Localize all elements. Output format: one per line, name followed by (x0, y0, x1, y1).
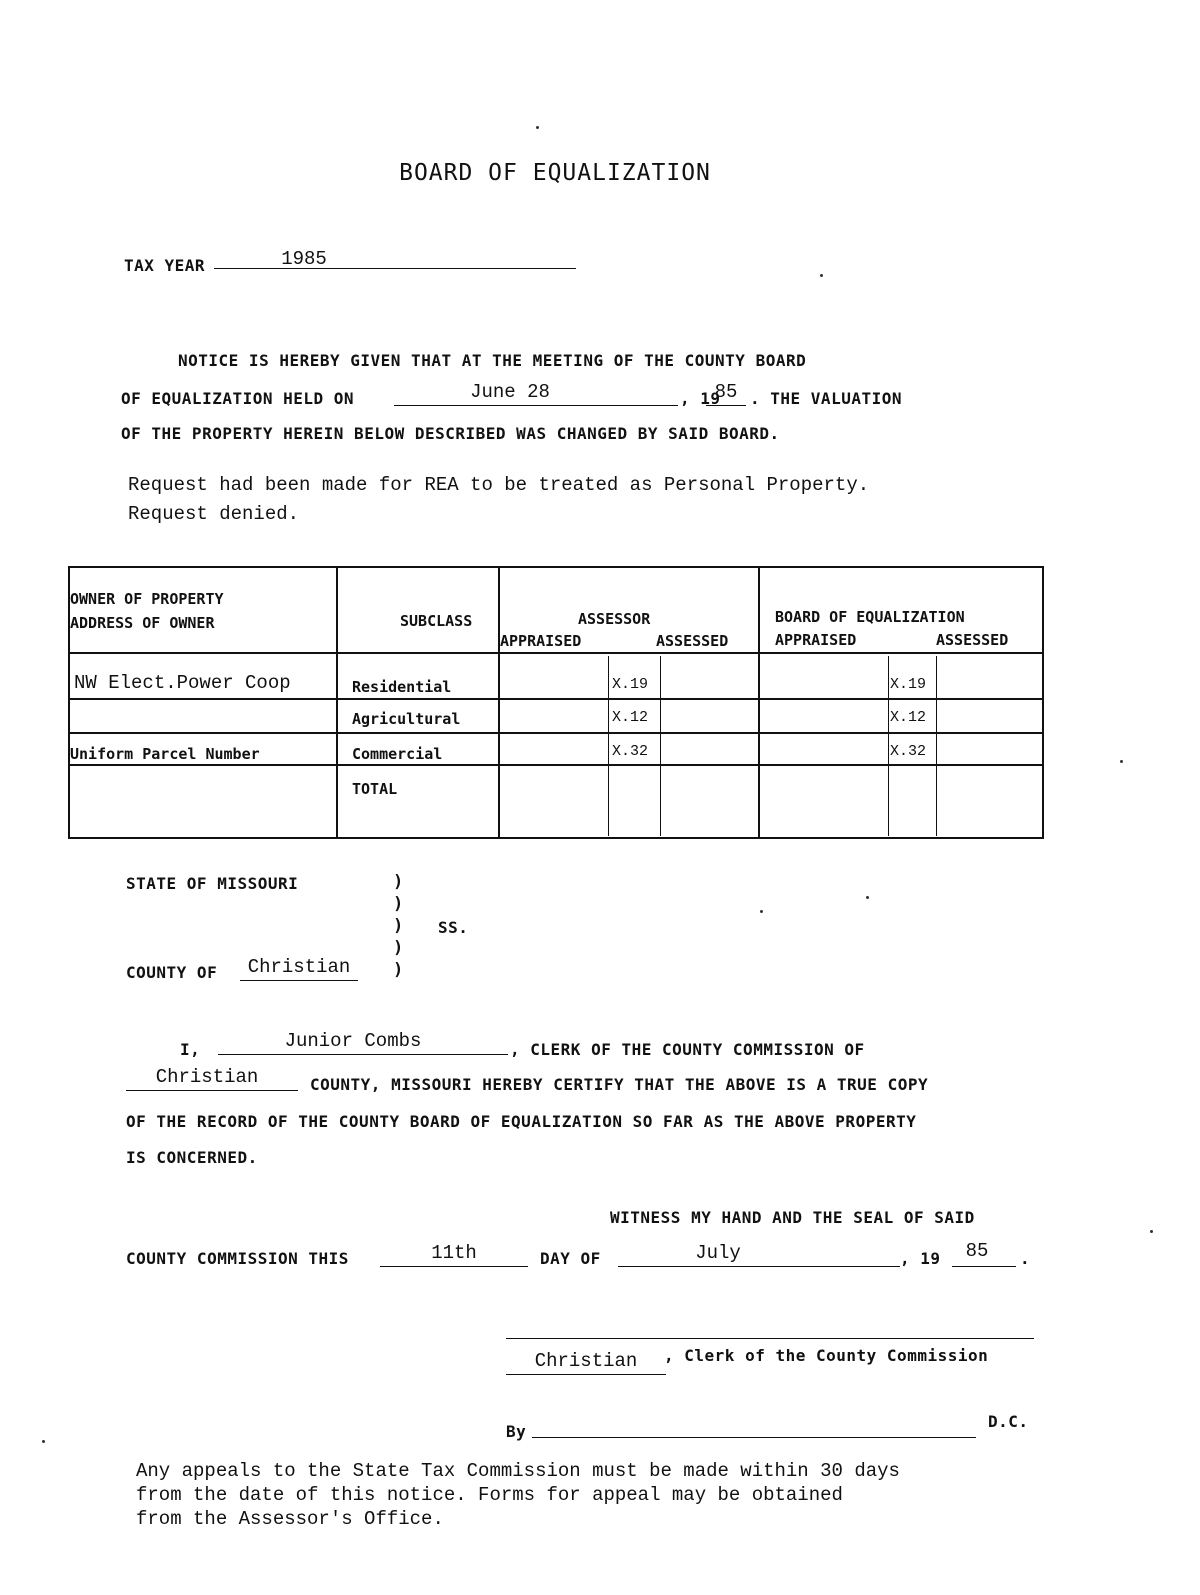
tax-year-label: TAX YEAR (124, 256, 206, 275)
meeting-year-underline (706, 405, 746, 406)
header-subclass: SUBCLASS (400, 612, 473, 630)
notice-line-1: NOTICE IS HEREBY GIVEN THAT AT THE MEETING OF THE COUNTY BOARD (178, 351, 807, 370)
day-underline (380, 1266, 528, 1267)
notice-line-2-suffix: . THE VALUATION (750, 389, 902, 408)
row-1-assessor-rate: X.19 (612, 676, 649, 693)
witness-line-1: WITNESS MY HAND AND THE SEAL OF SAID (610, 1208, 975, 1227)
county-value: Christian (247, 956, 351, 978)
scan-speck (866, 896, 869, 899)
footer-line-2: from the date of this notice. Forms for appeal may be obtained (136, 1484, 843, 1506)
bracket: ) (393, 938, 404, 958)
header-board-assessed: ASSESSED (936, 631, 1009, 649)
month-underline (618, 1266, 900, 1267)
ss-label: SS. (438, 918, 469, 937)
row-1-board-rate: X.19 (890, 676, 927, 693)
cert-line-4: IS CONCERNED. (126, 1148, 258, 1167)
state-label: STATE OF MISSOURI (126, 874, 299, 893)
scan-speck (536, 126, 539, 129)
dc-label: D.C. (988, 1412, 1029, 1431)
scan-speck (1120, 760, 1123, 763)
tax-year-value: 1985 (281, 248, 327, 270)
header-assessor-appraised: APPRAISED (500, 632, 582, 650)
notice-line-3: OF THE PROPERTY HEREIN BELOW DESCRIBED WAS CHANGED BY SAID BOARD. (121, 424, 780, 443)
county-underline (240, 980, 358, 981)
footer-line-1: Any appeals to the State Tax Commission must be made within 30 days (136, 1460, 900, 1482)
clerk-name-value: Junior Combs (284, 1030, 422, 1052)
header-board: BOARD OF EQUALIZATION (775, 608, 965, 626)
row-1-owner: NW Elect.Power Coop (74, 672, 291, 694)
row-3-owner: Uniform Parcel Number (70, 745, 260, 763)
day-of-label: DAY OF (540, 1249, 601, 1268)
county-label: COUNTY OF (126, 963, 218, 982)
document-title: BOARD OF EQUALIZATION (399, 160, 711, 186)
meeting-year-prefix: , 19 (680, 389, 721, 408)
day-value: 11th (431, 1242, 477, 1264)
header-assessor-assessed: ASSESSED (656, 632, 729, 650)
footer-line-3: from the Assessor's Office. (136, 1508, 444, 1530)
header-owner-line-1: OWNER OF PROPERTY (70, 590, 224, 608)
bracket: ) (393, 960, 404, 980)
row-4-subclass: TOTAL (352, 780, 398, 798)
scan-speck (1150, 1230, 1153, 1233)
witness-prefix: COUNTY COMMISSION THIS (126, 1249, 349, 1268)
header-assessor: ASSESSOR (578, 610, 651, 628)
meeting-date-underline (394, 405, 678, 406)
month-value: July (695, 1242, 741, 1264)
header-owner-line-2: ADDRESS OF OWNER (70, 614, 215, 632)
row-2-subclass: Agricultural (352, 710, 461, 728)
scan-speck (42, 1440, 45, 1443)
cert-line-1-suffix: , CLERK OF THE COUNTY COMMISSION OF (510, 1040, 865, 1059)
witness-year-prefix: , 19 (900, 1249, 941, 1268)
cert-line-2-suffix: COUNTY, MISSOURI HEREBY CERTIFY THAT THE ABOVE IS A TRUE COPY (310, 1075, 929, 1094)
witness-year-underline (952, 1266, 1016, 1267)
row-1-subclass: Residential (352, 678, 452, 696)
bracket: ) (393, 916, 404, 936)
cert-county-underline (126, 1090, 298, 1091)
row-2-assessor-rate: X.12 (612, 709, 649, 726)
row-2-board-rate: X.12 (890, 709, 927, 726)
row-3-assessor-rate: X.32 (612, 743, 649, 760)
by-label: By (506, 1422, 527, 1441)
row-3-board-rate: X.32 (890, 743, 927, 760)
cert-prefix: I, (180, 1040, 201, 1059)
scan-speck (760, 910, 763, 913)
request-line-1: Request had been made for REA to be treated as Personal Property. (128, 474, 870, 496)
bracket: ) (393, 872, 404, 892)
signature-line (506, 1338, 1034, 1339)
header-board-appraised: APPRAISED (775, 631, 857, 649)
by-underline (532, 1437, 976, 1438)
cert-line-3: OF THE RECORD OF THE COUNTY BOARD OF EQUALIZATION SO FAR AS THE ABOVE PROPERTY (126, 1112, 917, 1131)
signature-label: , Clerk of the County Commission (664, 1346, 989, 1365)
property-valuation-table (68, 566, 1044, 839)
witness-end: . (1020, 1249, 1031, 1268)
meeting-date-value: June 28 (470, 381, 550, 403)
row-3-subclass: Commercial (352, 745, 443, 763)
signature-county-underline (506, 1374, 666, 1375)
witness-year-value: 85 (965, 1240, 989, 1262)
notice-line-2-prefix: OF EQUALIZATION HELD ON (121, 389, 355, 408)
scan-speck (820, 274, 823, 277)
meeting-year-value: 85 (714, 381, 738, 403)
signature-county-value: Christian (534, 1350, 638, 1372)
clerk-name-underline (218, 1054, 508, 1055)
cert-county-value: Christian (155, 1066, 259, 1088)
bracket: ) (393, 894, 404, 914)
request-line-2: Request denied. (128, 503, 300, 525)
